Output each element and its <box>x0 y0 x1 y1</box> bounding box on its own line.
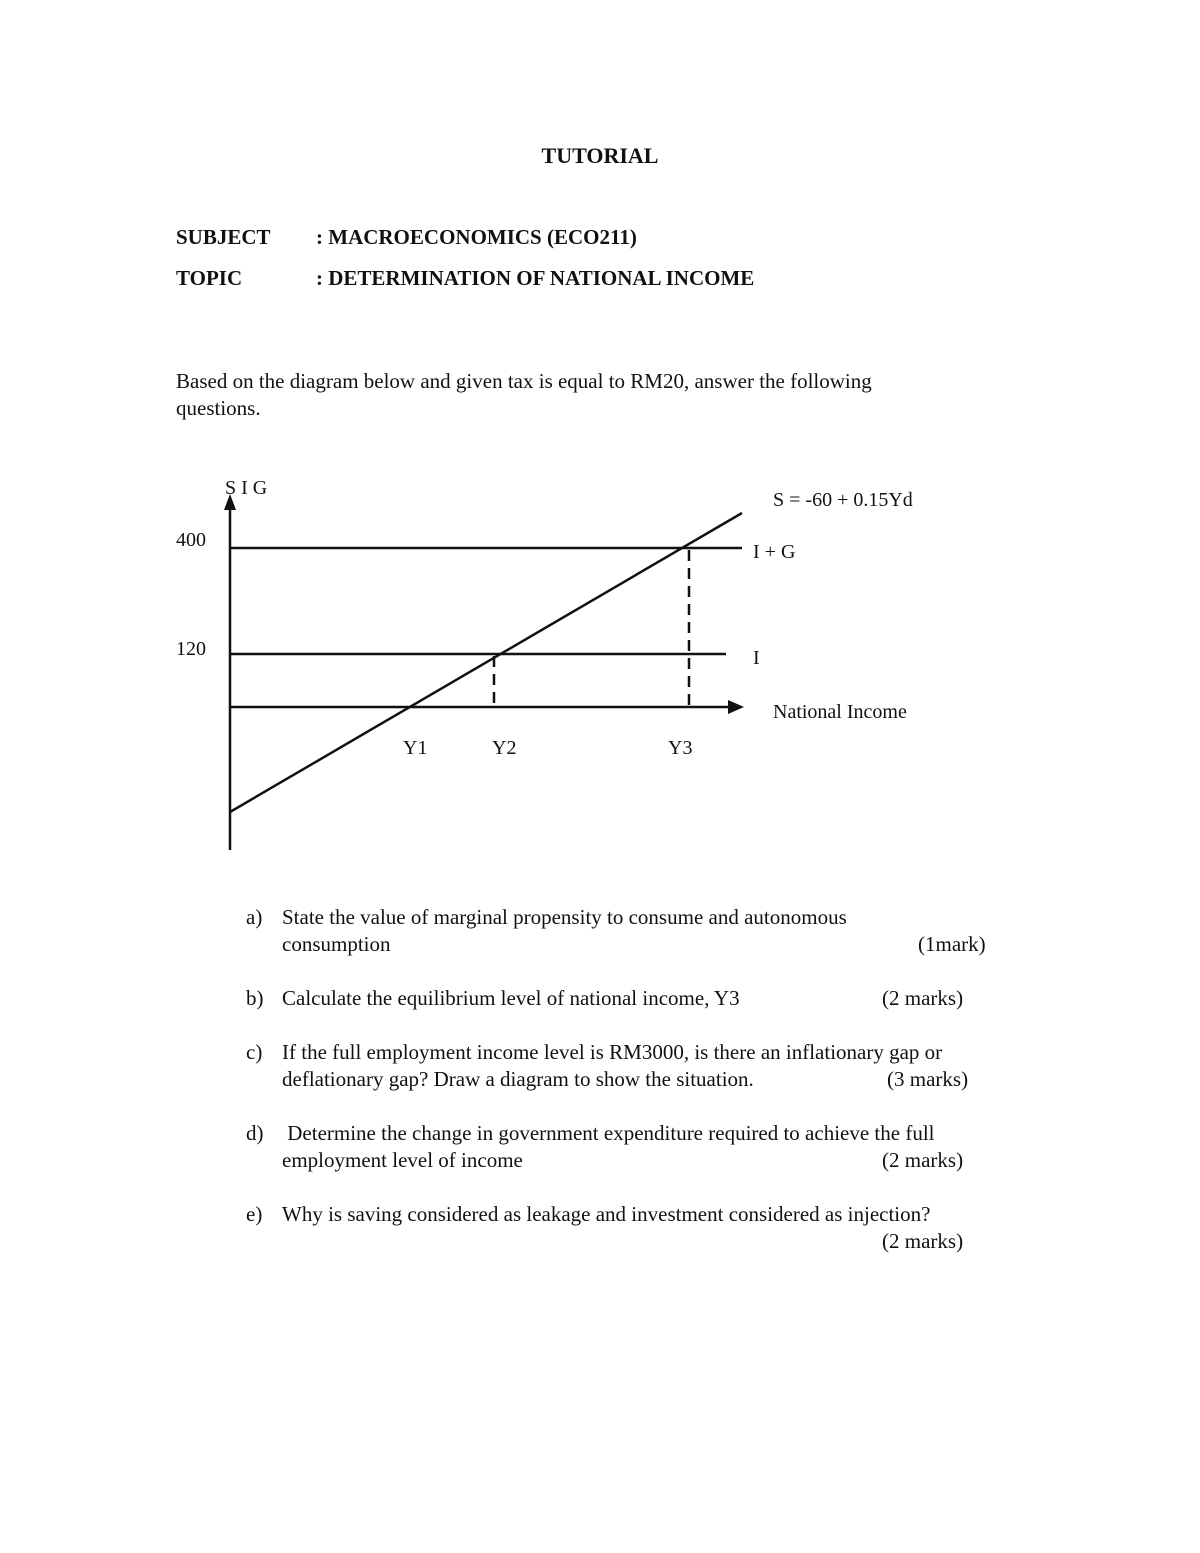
saving-line <box>230 513 742 812</box>
x-axis-label: National Income <box>773 701 907 723</box>
x-point-y2: Y2 <box>492 737 517 759</box>
topic-label: TOPIC <box>176 266 243 290</box>
question-b <box>246 985 1046 1012</box>
i-line-label: I <box>753 647 760 669</box>
question-a <box>246 904 1046 958</box>
question-label: e) <box>246 1202 263 1226</box>
x-point-y1: Y1 <box>403 737 428 759</box>
subject-value: : MACROECONOMICS (ECO211) <box>316 225 637 249</box>
intro-line-1: Based on the diagram below and given tax is equal to RM20, answer the following <box>176 369 872 393</box>
question-text-line-2: consumption <box>282 932 391 956</box>
intro-line-2: questions. <box>176 396 261 420</box>
question-label: b) <box>246 986 264 1010</box>
y-axis-label: S I G <box>225 477 268 499</box>
question-marks: (3 marks) <box>887 1067 969 1091</box>
question-label: c) <box>246 1040 263 1064</box>
saving-line-label: S = -60 + 0.15Yd <box>773 489 913 511</box>
question-d <box>246 1120 1046 1174</box>
x-point-y3: Y3 <box>668 737 693 759</box>
question-e <box>246 1201 1046 1255</box>
question-marks: (1mark) <box>918 932 986 956</box>
question-marks: (2 marks) <box>882 1229 964 1253</box>
question-c <box>246 1039 1046 1093</box>
question-text-line-1: If the full employment income level is RM3000, is there an inflationary gap or <box>282 1040 943 1064</box>
subject-label: SUBJECT <box>176 225 271 249</box>
page-title: TUTORIAL <box>541 143 659 168</box>
y-tick-120: 120 <box>176 638 206 660</box>
question-label: a) <box>246 905 263 929</box>
question-marks: (2 marks) <box>882 986 964 1010</box>
question-text-line-2: employment level of income <box>282 1148 523 1172</box>
question-text-line-1: Determine the change in government expenditure required to achieve the full <box>282 1121 935 1145</box>
question-label: d) <box>246 1121 264 1145</box>
question-text-line-2: deflationary gap? Draw a diagram to show the situation. <box>282 1067 754 1091</box>
question-text-line-1: Calculate the equilibrium level of national income, Y3 <box>282 986 740 1010</box>
question-list <box>246 904 1046 1282</box>
ig-line-label: I + G <box>753 541 796 563</box>
question-marks: (2 marks) <box>882 1148 964 1172</box>
x-axis-arrow <box>728 700 744 714</box>
y-tick-400: 400 <box>176 529 206 551</box>
topic-value: : DETERMINATION OF NATIONAL INCOME <box>316 266 755 290</box>
question-text-line-1: State the value of marginal propensity to consume and autonomous <box>282 905 847 929</box>
question-text-line-1: Why is saving considered as leakage and investment considered as injection? <box>282 1202 931 1226</box>
